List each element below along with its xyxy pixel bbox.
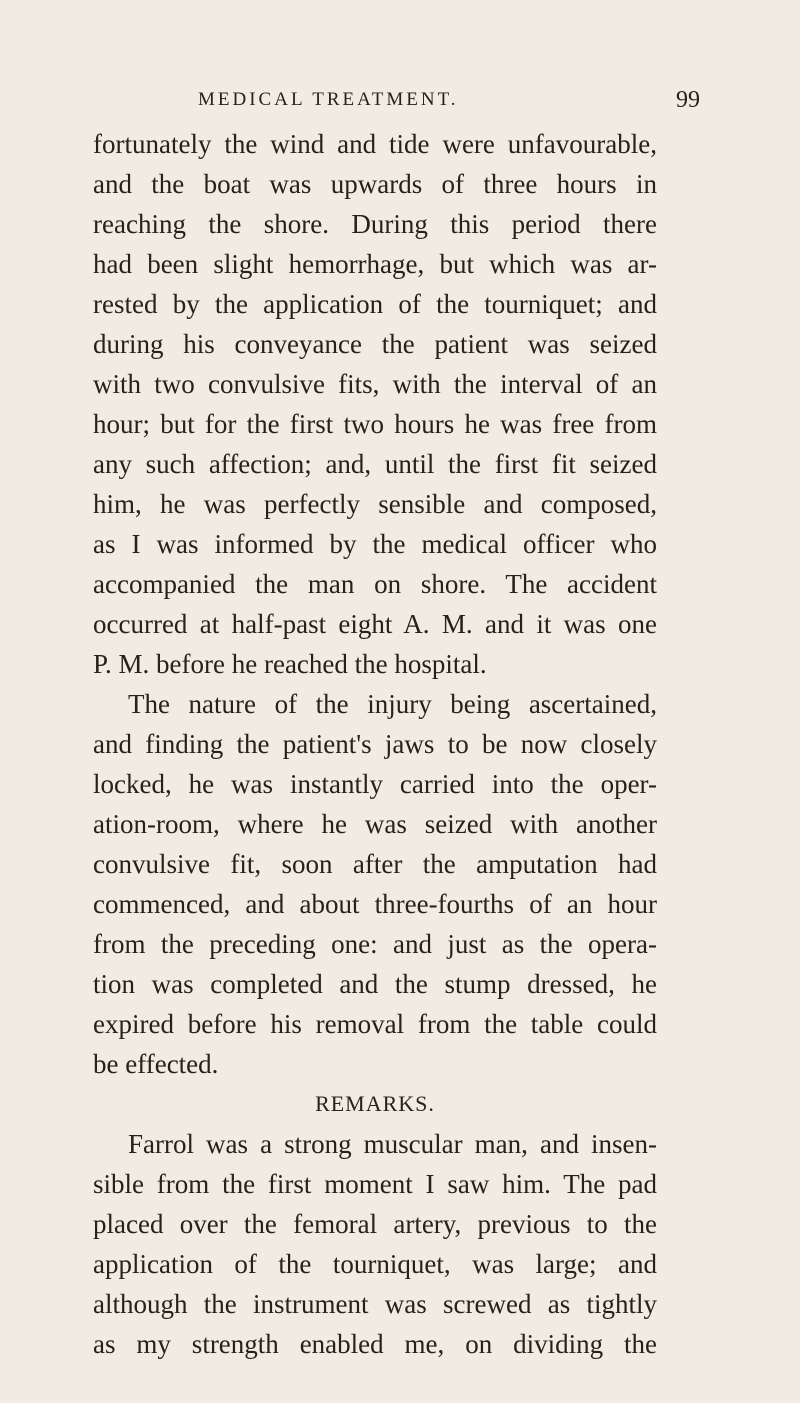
section-heading: REMARKS. <box>315 1091 435 1116</box>
text-line: and finding the patient's jaws to be now closely <box>93 729 657 759</box>
text-line: reaching the shore. During this period there <box>93 209 657 239</box>
text-line: had been slight hemorrhage, but which was ar- <box>93 249 657 279</box>
text-line: P. M. before he reached the hospital. <box>93 649 487 679</box>
text-line: during his conveyance the patient was seized <box>93 329 657 359</box>
text-line: ation-room, where he was seized with another <box>93 809 657 839</box>
text-line: application of the tourniquet, was large; and <box>93 1249 657 1279</box>
text-line: rested by the application of the tourniquet; and <box>93 289 657 319</box>
paragraph-first-line: The nature of the injury being ascertained, <box>128 689 657 719</box>
text-line: expired before his removal from the table could <box>93 1009 657 1039</box>
text-line: sible from the first moment I saw him. The pad <box>93 1169 657 1199</box>
text-line: from the preceding one: and just as the opera- <box>93 929 657 959</box>
paragraph-first-line: Farrol was a strong muscular man, and insen- <box>128 1129 657 1159</box>
text-line: tion was completed and the stump dressed, he <box>93 969 657 999</box>
text-line: commenced, and about three-fourths of an hour <box>93 889 657 919</box>
text-line: accompanied the man on shore. The accident <box>93 569 657 599</box>
text-line: as my strength enabled me, on dividing the <box>93 1329 657 1359</box>
text-line: as I was informed by the medical officer who <box>93 529 657 559</box>
text-line: although the instrument was screwed as tightly <box>93 1289 657 1319</box>
running-title: MEDICAL TREATMENT. <box>198 89 459 110</box>
text-line: with two convulsive fits, with the interval of an <box>93 369 657 399</box>
text-line: convulsive fit, soon after the amputation had <box>93 849 657 879</box>
text-line: occurred at half-past eight A. M. and it was one <box>93 609 657 639</box>
text-line: and the boat was upwards of three hours in <box>93 169 657 199</box>
running-head <box>160 82 700 118</box>
page-number: 99 <box>676 87 700 113</box>
text-line: any such affection; and, until the first fit seized <box>93 449 657 479</box>
text-line: hour; but for the first two hours he was free from <box>93 409 657 439</box>
text-line: be effected. <box>93 1049 219 1079</box>
text-line: placed over the femoral artery, previous to the <box>93 1209 657 1239</box>
text-line: fortunately the wind and tide were unfavourable, <box>93 129 657 159</box>
text-line: him, he was perfectly sensible and composed, <box>93 489 657 519</box>
text-line: locked, he was instantly carried into the oper- <box>93 769 657 799</box>
